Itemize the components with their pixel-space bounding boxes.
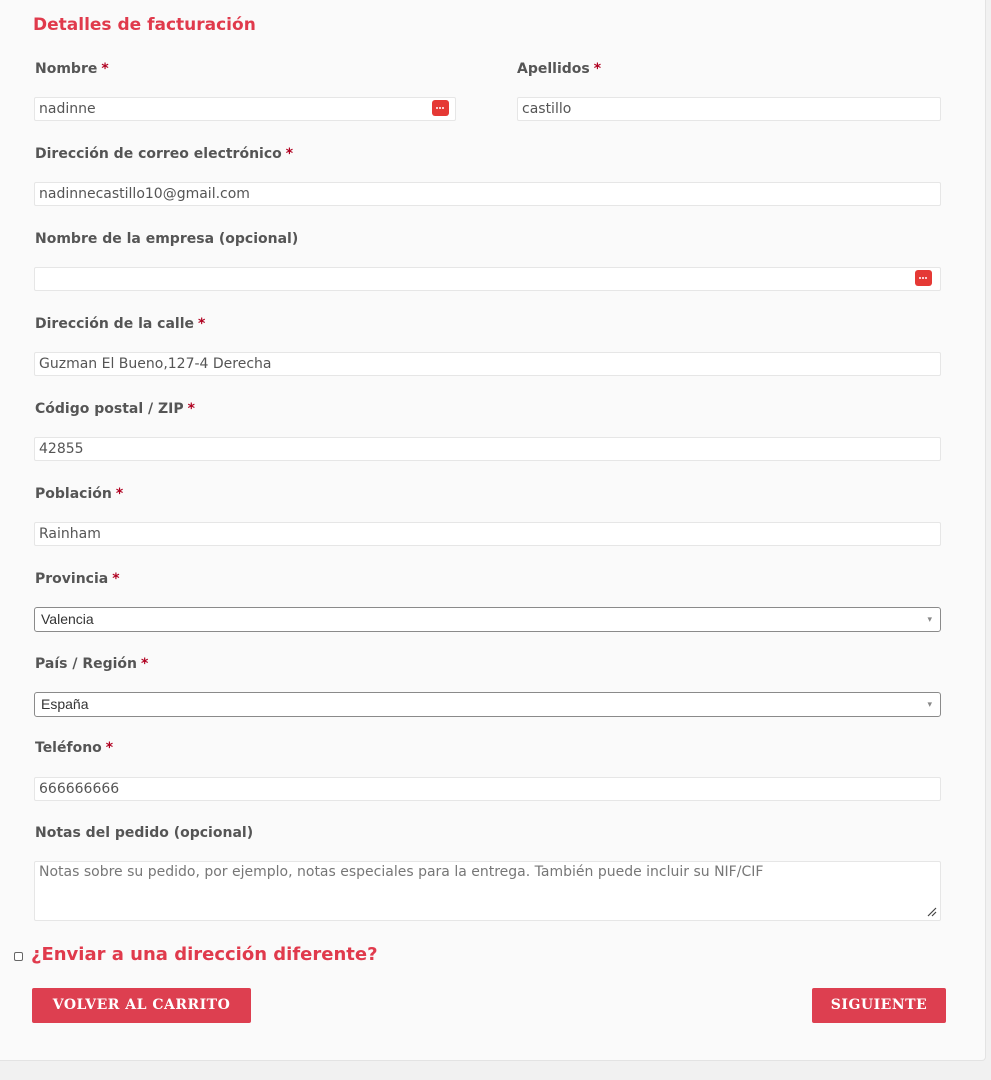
city-input[interactable]: Rainham (34, 522, 941, 546)
province-label: Provincia * (35, 571, 120, 587)
street-label: Dirección de la calle * (35, 316, 206, 332)
country-selected-value: España (41, 696, 89, 712)
required-mark: * (115, 486, 124, 502)
city-label: Población * (35, 486, 124, 502)
last-name-label: Apellidos * (517, 61, 602, 77)
street-input[interactable]: Guzman El Bueno,127-4 Derecha (34, 352, 941, 376)
province-select[interactable] (34, 607, 941, 632)
postcode-input[interactable]: 42855 (34, 437, 941, 461)
phone-label: Teléfono * (35, 740, 114, 756)
required-mark: * (593, 61, 602, 77)
back-to-cart-button[interactable]: VOLVER AL CARRITO (32, 988, 251, 1023)
required-mark: * (198, 316, 206, 332)
order-notes-textarea[interactable] (34, 861, 941, 921)
phone-input[interactable]: 666666666 (34, 777, 941, 801)
email-label: Dirección de correo electrónico * (35, 146, 294, 162)
company-label: Nombre de la empresa (opcional) (35, 231, 299, 247)
first-name-label: Nombre * (35, 61, 109, 77)
required-mark: * (101, 61, 109, 77)
chevron-down-icon: ▾ (927, 699, 932, 709)
first-name-input[interactable]: nadinne (34, 97, 456, 121)
country-label: País / Región * (35, 656, 149, 672)
notes-label: Notas del pedido (opcional) (35, 825, 254, 841)
order-notes-placeholder: Notas sobre su pedido, por ejemplo, notas especiales para la entrega. También puede incluir su NIF/CIF (39, 864, 764, 880)
password-manager-icon[interactable] (432, 100, 449, 116)
section-title: Detalles de facturación (33, 15, 256, 35)
required-mark: * (112, 571, 120, 587)
required-mark: * (187, 401, 195, 417)
last-name-input[interactable]: castillo (517, 97, 941, 121)
required-mark: * (141, 656, 149, 672)
chevron-down-icon: ▾ (927, 614, 932, 624)
postcode-label: Código postal / ZIP * (35, 401, 195, 417)
country-select[interactable] (34, 692, 941, 717)
required-mark: * (285, 146, 294, 162)
company-input[interactable] (34, 267, 941, 291)
resize-handle-icon[interactable] (926, 906, 937, 917)
ship-different-label[interactable]: ¿Enviar a una dirección diferente? (31, 944, 378, 965)
next-button[interactable]: SIGUIENTE (812, 988, 946, 1023)
ship-different-checkbox[interactable] (14, 952, 23, 961)
required-mark: * (105, 740, 114, 756)
password-manager-icon[interactable] (915, 270, 932, 286)
province-selected-value: Valencia (41, 611, 94, 627)
email-input[interactable]: nadinnecastillo10@gmail.com (34, 182, 941, 206)
